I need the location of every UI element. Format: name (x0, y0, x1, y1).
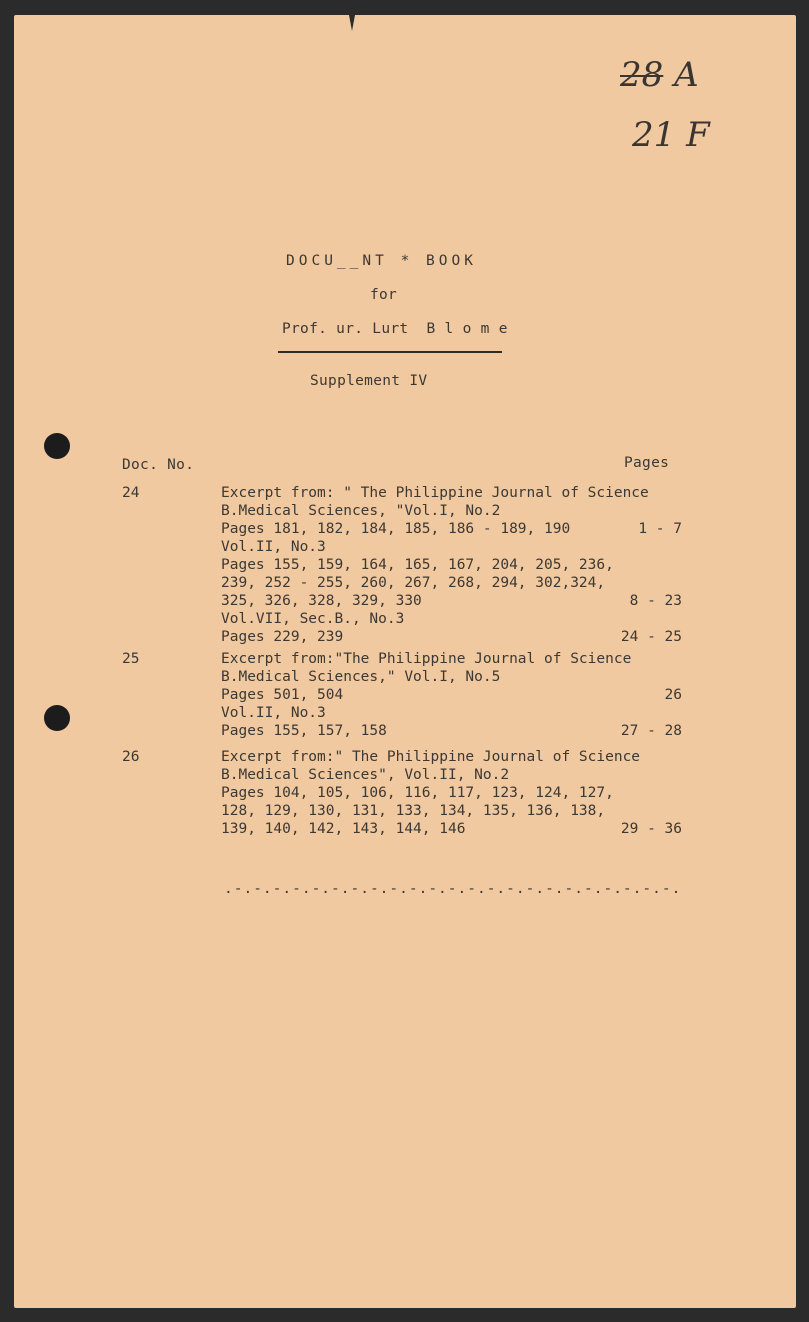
page-range: 27 - 28 (620, 723, 682, 739)
entry-text-line: Excerpt from: " The Philippine Journal of Science (221, 485, 649, 501)
entry-text-line: 239, 252 - 255, 260, 267, 268, 294, 302,324, (221, 575, 606, 591)
for-label: for (370, 287, 398, 303)
entry-text-line: 128, 129, 130, 131, 133, 134, 135, 136, 138, (221, 803, 606, 819)
entry-text-line: Pages 501, 504 (221, 687, 344, 703)
document-title: DOCU__NT * BOOK (286, 253, 477, 269)
recipient-name: Prof. ur. Lurt B l o m e (282, 321, 508, 337)
entry-text-line: B.Medical Sciences, "Vol.I, No.2 (221, 503, 501, 519)
title-underline (278, 351, 502, 353)
entry-text-line: B.Medical Sciences," Vol.I, No.5 (221, 669, 501, 685)
document-page (14, 15, 796, 1308)
entry-text-line: Vol.VII, Sec.B., No.3 (221, 611, 405, 627)
column-header-doc-no: Doc. No. (122, 457, 195, 473)
entry-text-line: Vol.II, No.3 (221, 539, 326, 555)
entry-text-line: Pages 155, 159, 164, 165, 167, 204, 205, 236, (221, 557, 614, 573)
column-header-pages: Pages (624, 455, 670, 471)
entry-text-line: Excerpt from:"The Philippine Journal of Science (221, 651, 632, 667)
page-range: 24 - 25 (620, 629, 682, 645)
handwritten-annotation-second: 21 F (632, 115, 710, 155)
entry-text-line: 325, 326, 328, 329, 330 (221, 593, 422, 609)
handwritten-letter: A (674, 55, 699, 95)
entry-text-line: Pages 155, 157, 158 (221, 723, 387, 739)
doc-number: 24 (122, 485, 140, 501)
entry-text-line: Excerpt from:" The Philippine Journal of Science (221, 749, 641, 765)
page-range: 26 (664, 687, 682, 703)
separator-line: .-.-.-.-.-.-.-.-.-.-.-.-.-.-.-.-.-.-.-.-.-.-.-. (224, 881, 682, 897)
doc-number: 25 (122, 651, 140, 667)
punch-hole-upper (44, 433, 70, 459)
supplement-label: Supplement IV (310, 373, 428, 389)
entry-text-line: B.Medical Sciences", Vol.II, No.2 (221, 767, 510, 783)
entry-text-line: Vol.II, No.3 (221, 705, 326, 721)
struck-number: 28 (620, 55, 664, 95)
page-range: 1 - 7 (638, 521, 682, 537)
entry-text-line: Pages 229, 239 (221, 629, 344, 645)
page-notch (349, 15, 355, 31)
entry-text-line: Pages 104, 105, 106, 116, 117, 123, 124, 127, (221, 785, 614, 801)
page-range: 29 - 36 (620, 821, 682, 837)
punch-hole-lower (44, 705, 70, 731)
page-range: 8 - 23 (629, 593, 682, 609)
doc-number: 26 (122, 749, 140, 765)
handwritten-annotation-top (620, 55, 699, 95)
entry-text-line: 139, 140, 142, 143, 144, 146 (221, 821, 466, 837)
entry-text-line: Pages 181, 182, 184, 185, 186 - 189, 190 (221, 521, 571, 537)
